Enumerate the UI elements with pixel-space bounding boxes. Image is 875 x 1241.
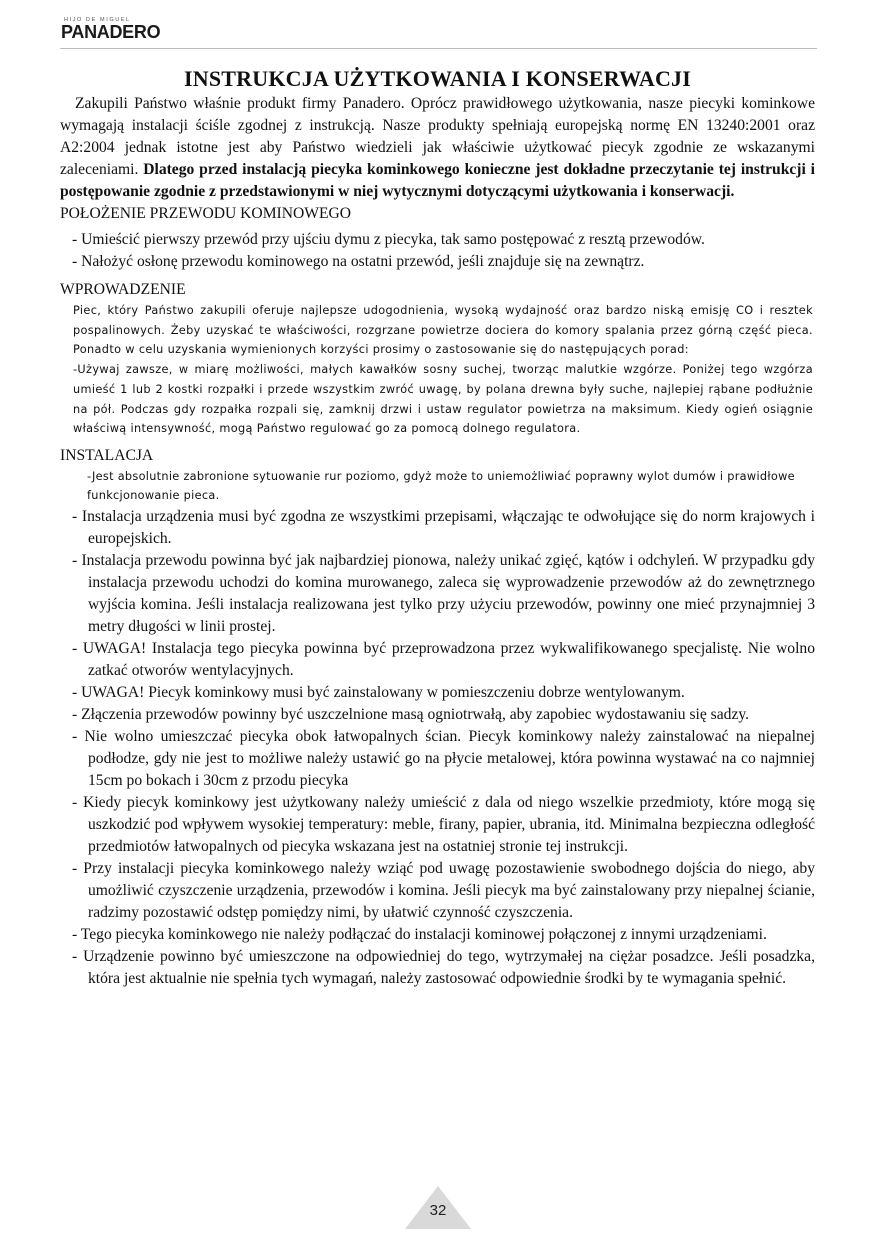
introduction-heading: WPROWADZENIE [60, 281, 186, 298]
installation-item-3: - UWAGA! Instalacja tego piecyka powinna być przeprowadzona przez wykwalifikowanego specjalistę. Nie wolno zatkać otworów wentylacyjnych. [72, 639, 815, 679]
installation-item-9: - Tego piecyka kominkowego nie należy podłączać do instalacji kominowej połączonej z innymi urządzeniami. [72, 925, 767, 943]
installation-note: -Jest absolutnie zabronione sytuowanie rur poziomo, gdyż może to uniemożliwiać poprawny wylot dumów i prawidłowe funkcjonowanie pieca. [87, 469, 795, 503]
installation-item-8: - Przy instalacji piecyka kominkowego należy wziąć pod uwagę pozostawienie swobodnego dojścia do niego, aby umożliwić czyszczenie urządzenia, przewodów i komina. Jeśli piecyk ma być zainstalowany przy niepalnej ścianie, radzimy pozostawić odstęp pomiędzy nimi, by ułatwić czynność czyszczenia. [72, 859, 815, 921]
intro-bold-text: Dlatego przed instalacją piecyka kominkowego konieczne jest dokładne przeczytanie tej instrukcji i postępowanie zgodnie z przedstawionymi w niej wytycznymi dotyczącymi użytkowania i konserwacji. [60, 161, 816, 200]
intro-paragraph [60, 93, 815, 203]
document-body [60, 93, 815, 990]
installation-item-7: - Kiedy piecyk kominkowy jest użytkowany należy umieścić z dala od niego wszelkie przedmioty, które mogą się uszkodzić pod wpływem wysokiej temperatury: meble, firany, papier, ubrania, itd. Minimalna bezpieczna odległość przedmiotów łatwopalnych od piecyka wskazana jest na ostatniej stronie tej instrukcji. [72, 793, 815, 855]
installation-item-5: - Złączenia przewodów powinny być uszczelnione masą ogniotrwałą, aby zapobiec wydostawaniu się sadzy. [72, 705, 750, 723]
logo-tagline: HIJO DE MIGUEL [64, 17, 131, 23]
introduction-text: Piec, który Państwo zakupili oferuje najlepsze udogodnienia, wysoką wydajność oraz bardzo niską emisję CO i resztek pospalinowych. Żeby uzyskać te właściwości, rozgrzane powietrze dociera do komory spalania przez górną część pieca. Ponadto w celu uzyskania wymienionych korzyści prosimy o zastosowanie się do następujących porad: [73, 304, 813, 357]
installation-item-6: - Nie wolno umieszczać piecyka obok łatwopalnych ścian. Piecyk kominkowy należy zainstalować na niepalnej podłodze, gdy nie jest to możliwe należy ustawić go na płycie metalowej, która powinna wystawać na co najmniej 15cm po bokach i 30cm z przodu piecyka [72, 727, 815, 789]
installation-item-2: - Instalacja przewodu powinna być jak najbardziej pionowa, należy unikać zgięć, kątów i odchyleń. W przypadku gdy instalacja przewodu uchodzi do komina murowanego, zaleca się wyprowadzenie przewodów aż do zewnętrznego wyjścia komina. Jeśli instalacja realizowana jest tylko przy użyciu przewodów, powinny one mieć przynajmniej 3 metry długości w linii prostej. [72, 551, 815, 635]
installation-list [60, 506, 815, 990]
installation-heading: INSTALACJA [60, 446, 154, 464]
flue-list [60, 229, 815, 273]
flue-item-1: - Umieścić pierwszy przewód przy ujściu dymu z piecyka, tak samo postępować z resztą przewodów. [72, 231, 705, 248]
logo-wordmark: PANADERO [61, 22, 161, 42]
flue-item-2: - Nałożyć osłonę przewodu kominowego na ostatni przewód, jeśli znajduje się na zewnątrz. [72, 253, 645, 270]
introduction-tips: -Używaj zawsze, w miarę możliwości, małych kawałków sosny suchej, tworząc malutkie wzgórze. Poniżej tego wzgórza umieść 1 lub 2 kostki rozpałki i przede wszystkim zwróć uwagę, by polana drewna były suche, najlepiej rąbane podłużnie na pół. Podczas gdy rozpałka rozpali się, zamknij drzwi i ustaw regulator powietrza na maksimum. Kiedy ogień osiągnie właściwą intensywność, mogą Państwo regulować go za pomocą dolnego regulatora. [73, 363, 813, 436]
header-divider [60, 48, 817, 49]
flue-heading: POŁOŻENIE PRZEWODU KOMINOWEGO [60, 205, 352, 222]
installation-item-1: - Instalacja urządzenia musi być zgodna ze wszystkimi przepisami, włączając te odwołujące się do norm krajowych i europejskich. [72, 507, 815, 547]
installation-item-4: - UWAGA! Piecyk kominkowy musi być zainstalowany w pomieszczeniu dobrze wentylowanym. [72, 683, 685, 701]
installation-item-10: - Urządzenie powinno być umieszczone na odpowiedniej do tego, wytrzymałej na ciężar posadzce. Jeśli posadzka, która jest aktualnie nie spełnia tych wymagań, należy zastosować odpowiednie środki by te wymagania spełnić. [72, 947, 815, 987]
page-number: 32 [429, 1202, 447, 1219]
brand-logo [61, 17, 171, 41]
page-title: INSTRUKCJA UŻYTKOWANIA I KONSERWACJI [183, 66, 692, 91]
intro-text: Zakupili Państwo właśnie produkt firmy Panadero. Oprócz prawidłowego użytkowania, nasze piecyki kominkowe wymagają instalacji ściśle zgodnej z instrukcją. Nasze produkty spełniają europejską normę EN 13240:2001 oraz A2:2004 jednak istotne jest aby Państwo wiedzieli jak właściwie użytkować piecyk zgodnie ze wskazanymi zaleceniami. [60, 95, 815, 178]
